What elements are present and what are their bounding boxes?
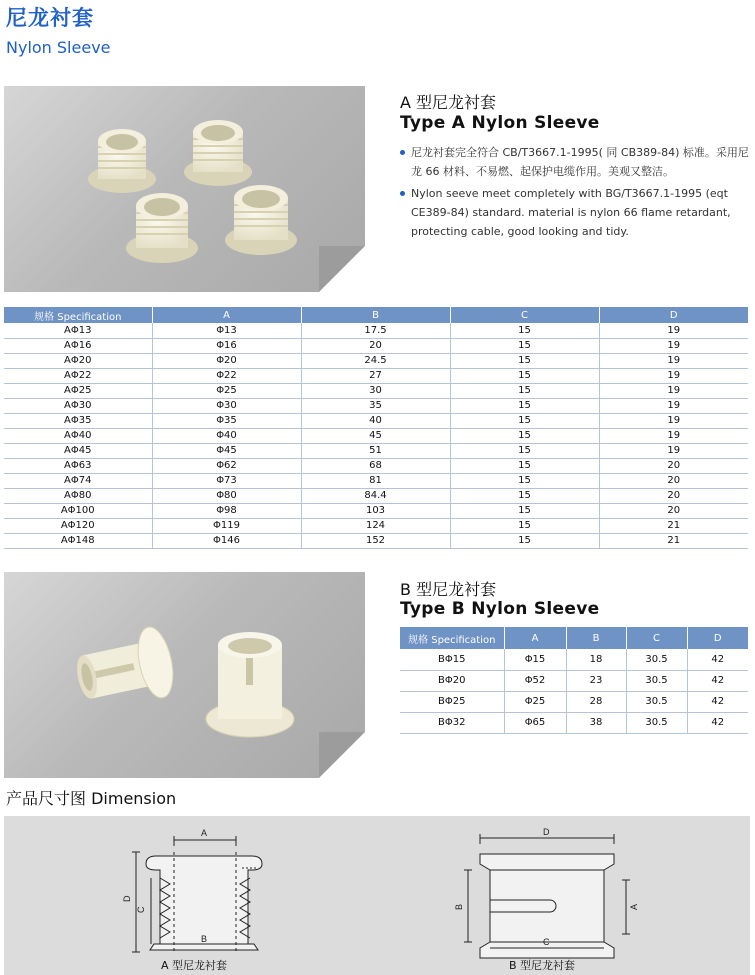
table-header-row <box>400 627 748 649</box>
table-cell: 51 <box>301 443 450 458</box>
table-cell: 23 <box>566 670 626 691</box>
type-b-dimension-drawing <box>454 816 644 975</box>
table-cell: 19 <box>599 398 748 413</box>
table-cell: Φ13 <box>152 323 301 338</box>
type-b-dimension-caption: B 型尼龙衬套 <box>509 959 576 972</box>
table-cell: 15 <box>450 533 599 548</box>
table-cell: AΦ22 <box>4 368 152 383</box>
table-row <box>400 712 748 733</box>
type-a-description-en: Nylon seeve meet completely with BG/T3667.1-1995 (eqt CE389-84) standard. material is nylon 66 flame retardant, protecting cable, good looking and tidy. <box>411 187 731 238</box>
column-header: C <box>450 307 599 323</box>
table-cell: Φ35 <box>152 413 301 428</box>
table-cell: AΦ100 <box>4 503 152 518</box>
table-cell: Φ40 <box>152 428 301 443</box>
type-a-product-photo <box>4 86 365 292</box>
table-row <box>4 473 748 488</box>
table-cell: 30 <box>301 383 450 398</box>
column-header: 规格 Specification <box>400 627 504 649</box>
table-cell: Φ45 <box>152 443 301 458</box>
dimension-title: 产品尺寸图 Dimension <box>6 789 177 808</box>
table-cell: 15 <box>450 398 599 413</box>
table-cell: 152 <box>301 533 450 548</box>
table-cell: BΦ32 <box>400 712 504 733</box>
table-cell: AΦ13 <box>4 323 152 338</box>
table-cell: Φ16 <box>152 338 301 353</box>
table-row <box>4 398 748 413</box>
column-header: 规格 Specification <box>4 307 152 323</box>
table-cell: 21 <box>599 518 748 533</box>
dim-b-label-a: A <box>629 903 639 910</box>
table-cell: 68 <box>301 458 450 473</box>
table-cell: 15 <box>450 353 599 368</box>
table-cell: Φ52 <box>504 670 566 691</box>
type-b-heading-en: Type B Nylon Sleeve <box>400 599 600 619</box>
table-cell: 20 <box>599 473 748 488</box>
table-cell: AΦ74 <box>4 473 152 488</box>
dim-b-label-c: C <box>543 937 550 947</box>
dim-b-label-d: D <box>543 827 550 837</box>
column-header: B <box>566 627 626 649</box>
table-cell: Φ98 <box>152 503 301 518</box>
table-cell: 17.5 <box>301 323 450 338</box>
table-cell: 19 <box>599 383 748 398</box>
table-cell: Φ119 <box>152 518 301 533</box>
table-cell: 19 <box>599 368 748 383</box>
table-cell: Φ15 <box>504 649 566 670</box>
type-b-product-photo <box>4 572 365 778</box>
table-row <box>4 383 748 398</box>
table-cell: 15 <box>450 488 599 503</box>
table-row <box>4 443 748 458</box>
table-cell: BΦ15 <box>400 649 504 670</box>
column-header: C <box>626 627 687 649</box>
table-cell: BΦ25 <box>400 691 504 712</box>
dim-b-label-b: B <box>454 903 464 910</box>
table-cell: Φ73 <box>152 473 301 488</box>
table-cell: AΦ25 <box>4 383 152 398</box>
table-cell: 19 <box>599 413 748 428</box>
dim-a-label-b: B <box>201 934 208 944</box>
table-row <box>400 649 748 670</box>
table-cell: 45 <box>301 428 450 443</box>
type-a-bullet-en <box>398 184 750 241</box>
type-a-heading-en: Type A Nylon Sleeve <box>400 113 600 133</box>
table-cell: 19 <box>599 353 748 368</box>
column-header: B <box>301 307 450 323</box>
table-row <box>400 670 748 691</box>
table-cell: 40 <box>301 413 450 428</box>
table-cell: 15 <box>450 503 599 518</box>
table-cell: AΦ40 <box>4 428 152 443</box>
dimension-panel <box>4 816 750 975</box>
column-header: A <box>504 627 566 649</box>
type-a-spec-table <box>4 307 748 549</box>
table-cell: 20 <box>599 488 748 503</box>
table-cell: 42 <box>687 691 748 712</box>
table-cell: 15 <box>450 443 599 458</box>
type-a-sleeves-illustration <box>4 86 365 292</box>
table-cell: 15 <box>450 323 599 338</box>
type-a-dimension-drawing <box>124 816 384 975</box>
table-cell: 42 <box>687 670 748 691</box>
dim-a-label-c: C <box>136 906 146 913</box>
table-cell: Φ65 <box>504 712 566 733</box>
table-cell: 20 <box>599 458 748 473</box>
column-header: A <box>152 307 301 323</box>
table-cell: 81 <box>301 473 450 488</box>
table-cell: 15 <box>450 383 599 398</box>
table-cell: AΦ120 <box>4 518 152 533</box>
table-cell: Φ22 <box>152 368 301 383</box>
table-cell: 42 <box>687 649 748 670</box>
table-cell: 15 <box>450 518 599 533</box>
type-a-heading-cn: A 型尼龙衬套 <box>400 93 497 112</box>
table-cell: 42 <box>687 712 748 733</box>
table-cell: AΦ20 <box>4 353 152 368</box>
table-row <box>4 428 748 443</box>
table-cell: BΦ20 <box>400 670 504 691</box>
table-row <box>4 503 748 518</box>
table-cell: Φ146 <box>152 533 301 548</box>
table-cell: 19 <box>599 338 748 353</box>
table-cell: 15 <box>450 473 599 488</box>
table-cell: 18 <box>566 649 626 670</box>
table-cell: 30.5 <box>626 712 687 733</box>
bullet-dot-icon <box>400 150 405 155</box>
table-cell: 38 <box>566 712 626 733</box>
page-subtitle: Nylon Sleeve <box>6 38 111 57</box>
type-a-description-cn: 尼龙衬套完全符合 CB/T3667.1-1995( 同 CB389-84) 标准。采用尼龙 66 材料、不易燃、起保护电缆作用。美观又整洁。 <box>411 146 749 178</box>
table-cell: 19 <box>599 428 748 443</box>
table-cell: 21 <box>599 533 748 548</box>
table-cell: Φ62 <box>152 458 301 473</box>
table-cell: AΦ80 <box>4 488 152 503</box>
table-cell: 15 <box>450 413 599 428</box>
column-header: D <box>599 307 748 323</box>
table-cell: AΦ45 <box>4 443 152 458</box>
table-cell: 30.5 <box>626 670 687 691</box>
table-cell: 28 <box>566 691 626 712</box>
dim-a-label-a: A <box>201 828 208 838</box>
table-cell: 15 <box>450 428 599 443</box>
table-cell: 15 <box>450 338 599 353</box>
table-cell: AΦ35 <box>4 413 152 428</box>
table-cell: 30.5 <box>626 649 687 670</box>
table-cell: 35 <box>301 398 450 413</box>
type-b-spec-table <box>400 627 748 734</box>
table-cell: 103 <box>301 503 450 518</box>
type-a-bullet-cn <box>398 143 750 181</box>
table-row <box>4 338 748 353</box>
table-row <box>4 458 748 473</box>
table-cell: 84.4 <box>301 488 450 503</box>
table-row <box>4 413 748 428</box>
table-cell: 19 <box>599 443 748 458</box>
table-cell: 124 <box>301 518 450 533</box>
table-cell: AΦ63 <box>4 458 152 473</box>
type-b-sleeves-illustration <box>4 572 365 778</box>
table-cell: Φ30 <box>152 398 301 413</box>
table-cell: AΦ16 <box>4 338 152 353</box>
table-cell: 15 <box>450 368 599 383</box>
column-header: D <box>687 627 748 649</box>
table-cell: 19 <box>599 323 748 338</box>
table-cell: 20 <box>599 503 748 518</box>
table-cell: AΦ30 <box>4 398 152 413</box>
table-row <box>4 353 748 368</box>
table-cell: 24.5 <box>301 353 450 368</box>
table-cell: 15 <box>450 458 599 473</box>
table-cell: Φ20 <box>152 353 301 368</box>
table-row <box>4 533 748 548</box>
table-cell: 30.5 <box>626 691 687 712</box>
table-cell: Φ80 <box>152 488 301 503</box>
bullet-dot-icon <box>400 191 405 196</box>
table-cell: 27 <box>301 368 450 383</box>
table-row <box>4 323 748 338</box>
page-title: 尼龙衬套 <box>6 6 94 30</box>
table-cell: Φ25 <box>152 383 301 398</box>
table-header-row <box>4 307 748 323</box>
table-row <box>4 368 748 383</box>
table-row <box>4 518 748 533</box>
table-row <box>400 691 748 712</box>
table-cell: AΦ148 <box>4 533 152 548</box>
type-a-dimension-caption: A 型尼龙衬套 <box>161 959 228 972</box>
dim-a-label-d: D <box>122 895 132 902</box>
table-cell: Φ25 <box>504 691 566 712</box>
table-row <box>4 488 748 503</box>
type-b-heading-cn: B 型尼龙衬套 <box>400 580 497 599</box>
table-cell: 20 <box>301 338 450 353</box>
